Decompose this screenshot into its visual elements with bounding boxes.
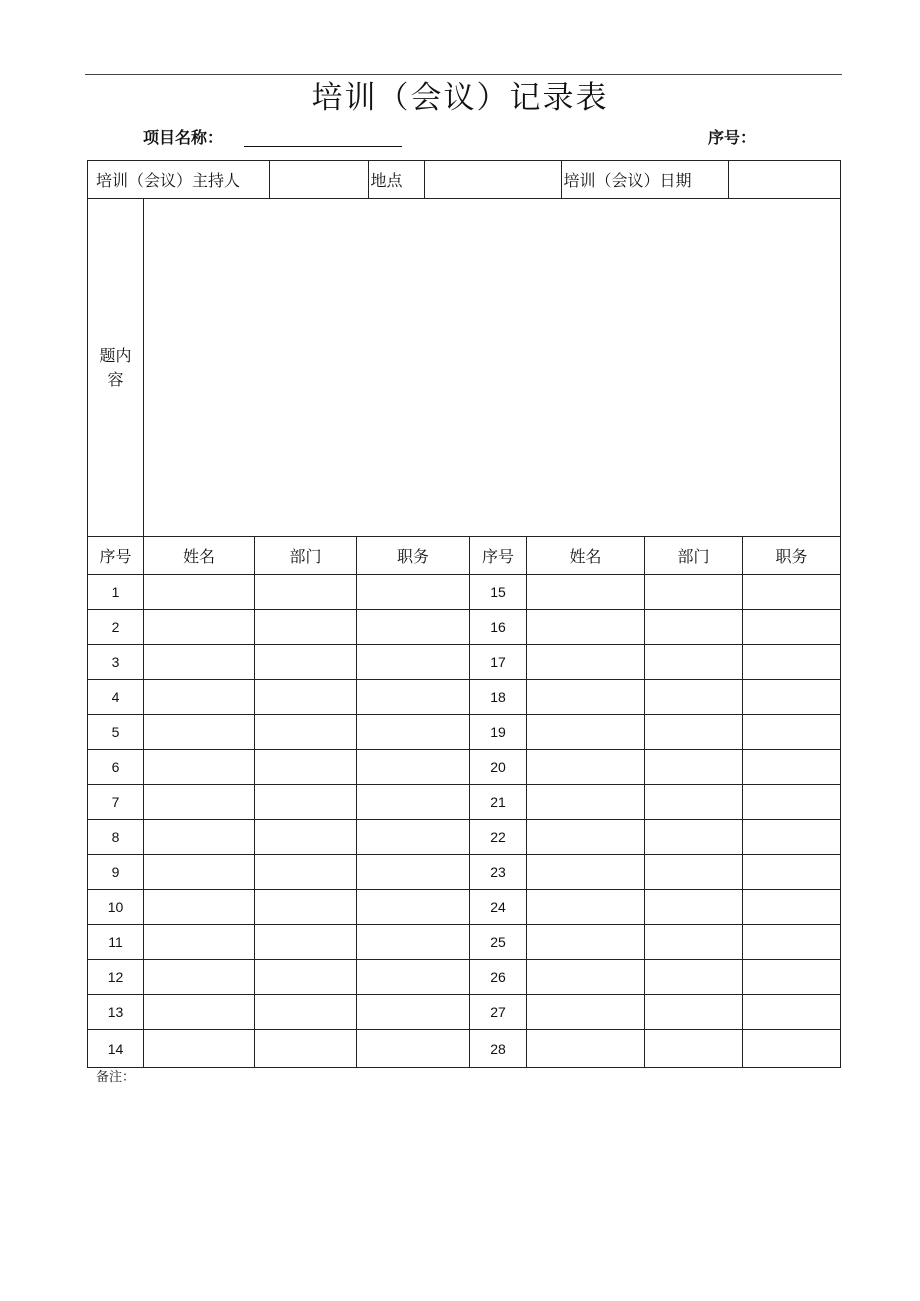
row-number-left: 4 [88,680,144,715]
name-field[interactable] [144,925,255,960]
location-label: 地点 [368,161,424,198]
position-field[interactable] [357,715,470,750]
row-number-left: 2 [88,610,144,645]
department-field[interactable] [255,575,357,610]
name-field[interactable] [527,610,645,645]
header-name-left: 姓名 [144,537,255,575]
row-number-right: 24 [470,890,527,925]
position-field[interactable] [743,1030,841,1068]
name-field[interactable] [144,820,255,855]
name-field[interactable] [527,960,645,995]
position-field[interactable] [743,610,841,645]
row-number-right: 18 [470,680,527,715]
row-number-left: 5 [88,715,144,750]
table-row [88,960,841,995]
table-row [88,610,841,645]
serial-number-label: 序号： [708,128,757,147]
position-field[interactable] [357,645,470,680]
position-field[interactable] [743,750,841,785]
name-field[interactable] [144,960,255,995]
department-field[interactable] [645,855,743,890]
position-field[interactable] [357,925,470,960]
name-field[interactable] [144,680,255,715]
row-number-right: 28 [470,1030,527,1068]
position-field[interactable] [743,925,841,960]
name-field[interactable] [144,610,255,645]
position-field[interactable] [743,995,841,1030]
row-number-right: 19 [470,715,527,750]
department-field[interactable] [255,1030,357,1068]
name-field[interactable] [527,575,645,610]
position-field[interactable] [743,715,841,750]
table-row [88,645,841,680]
row-number-right: 20 [470,750,527,785]
position-field[interactable] [357,995,470,1030]
department-field[interactable] [255,890,357,925]
table-row [88,715,841,750]
position-field[interactable] [357,610,470,645]
topic-row [88,199,841,537]
department-field[interactable] [255,855,357,890]
row-number-left: 3 [88,645,144,680]
date-label: 培训（会议）日期 [561,161,728,198]
position-field[interactable] [743,820,841,855]
department-field[interactable] [645,890,743,925]
row-number-right: 15 [470,575,527,610]
department-field[interactable] [255,785,357,820]
department-field[interactable] [255,820,357,855]
position-field[interactable] [743,890,841,925]
host-field[interactable] [269,161,368,198]
name-field[interactable] [527,995,645,1030]
position-field[interactable] [743,575,841,610]
position-field[interactable] [357,575,470,610]
department-field[interactable] [255,715,357,750]
department-field[interactable] [645,750,743,785]
name-field[interactable] [527,855,645,890]
position-field[interactable] [743,680,841,715]
header-serial-right: 序号 [470,537,527,575]
project-name-field[interactable] [244,146,402,147]
position-field[interactable] [357,785,470,820]
department-field[interactable] [645,785,743,820]
row-number-right: 25 [470,925,527,960]
name-field[interactable] [527,680,645,715]
department-field[interactable] [255,995,357,1030]
name-field[interactable] [527,715,645,750]
row-number-left: 11 [88,925,144,960]
attendee-header-row [88,537,841,575]
date-field[interactable] [728,161,841,198]
position-field[interactable] [357,680,470,715]
table-row [88,820,841,855]
table-row [88,1030,841,1068]
header-department-right: 部门 [645,537,743,575]
department-field[interactable] [645,1030,743,1068]
row-number-right: 23 [470,855,527,890]
name-field[interactable] [144,715,255,750]
page-title: 培训（会议）记录表 [311,80,609,116]
department-field[interactable] [645,925,743,960]
header-name-right: 姓名 [527,537,645,575]
record-table [87,160,841,1068]
position-field[interactable] [357,750,470,785]
position-field[interactable] [743,855,841,890]
row-number-left: 6 [88,750,144,785]
table-row [88,575,841,610]
department-field[interactable] [255,925,357,960]
position-field[interactable] [357,855,470,890]
department-field[interactable] [255,960,357,995]
table-row [88,995,841,1030]
name-field[interactable] [527,890,645,925]
remark-label: 备注： [96,1070,136,1085]
department-field[interactable] [645,680,743,715]
table-row [88,855,841,890]
table-row [88,680,841,715]
name-field[interactable] [527,785,645,820]
header-serial-left: 序号 [88,537,144,575]
row-number-left: 8 [88,820,144,855]
name-field[interactable] [527,925,645,960]
name-field[interactable] [144,785,255,820]
position-field[interactable] [357,820,470,855]
name-field[interactable] [144,645,255,680]
position-field[interactable] [357,960,470,995]
row-number-right: 27 [470,995,527,1030]
name-field[interactable] [527,645,645,680]
row-number-right: 21 [470,785,527,820]
row-number-right: 22 [470,820,527,855]
department-field[interactable] [645,575,743,610]
topic-content-field[interactable] [144,199,841,537]
location-field[interactable] [424,161,561,198]
row-number-right: 16 [470,610,527,645]
row-number-left: 12 [88,960,144,995]
topic-label: 题内 容 [88,199,144,537]
department-field[interactable] [645,645,743,680]
row-number-left: 9 [88,855,144,890]
position-field[interactable] [743,960,841,995]
department-field[interactable] [645,610,743,645]
header-department-left: 部门 [255,537,357,575]
name-field[interactable] [144,750,255,785]
attendee-rows [88,575,841,1068]
department-field[interactable] [645,995,743,1030]
department-field[interactable] [645,960,743,995]
header-rule [85,74,842,75]
name-field[interactable] [144,890,255,925]
row-number-left: 10 [88,890,144,925]
name-field[interactable] [527,750,645,785]
name-field[interactable] [144,1030,255,1068]
row-number-left: 7 [88,785,144,820]
table-row [88,785,841,820]
table-row [88,925,841,960]
row-number-left: 14 [88,1030,144,1068]
info-row [88,161,841,199]
department-field[interactable] [255,750,357,785]
project-name-label: 项目名称： [143,128,224,147]
row-number-left: 13 [88,995,144,1030]
table-row [88,750,841,785]
header-position-right: 职务 [743,537,841,575]
department-field[interactable] [255,610,357,645]
table-row [88,890,841,925]
row-number-right: 26 [470,960,527,995]
position-field[interactable] [357,890,470,925]
department-field[interactable] [645,820,743,855]
header-position-left: 职务 [357,537,470,575]
department-field[interactable] [645,715,743,750]
name-field[interactable] [527,1030,645,1068]
row-number-left: 1 [88,575,144,610]
name-field[interactable] [527,820,645,855]
position-field[interactable] [743,645,841,680]
name-field[interactable] [144,855,255,890]
name-field[interactable] [144,575,255,610]
host-label: 培训（会议）主持人 [88,161,269,198]
position-field[interactable] [743,785,841,820]
position-field[interactable] [357,1030,470,1068]
row-number-right: 17 [470,645,527,680]
department-field[interactable] [255,645,357,680]
name-field[interactable] [144,995,255,1030]
department-field[interactable] [255,680,357,715]
